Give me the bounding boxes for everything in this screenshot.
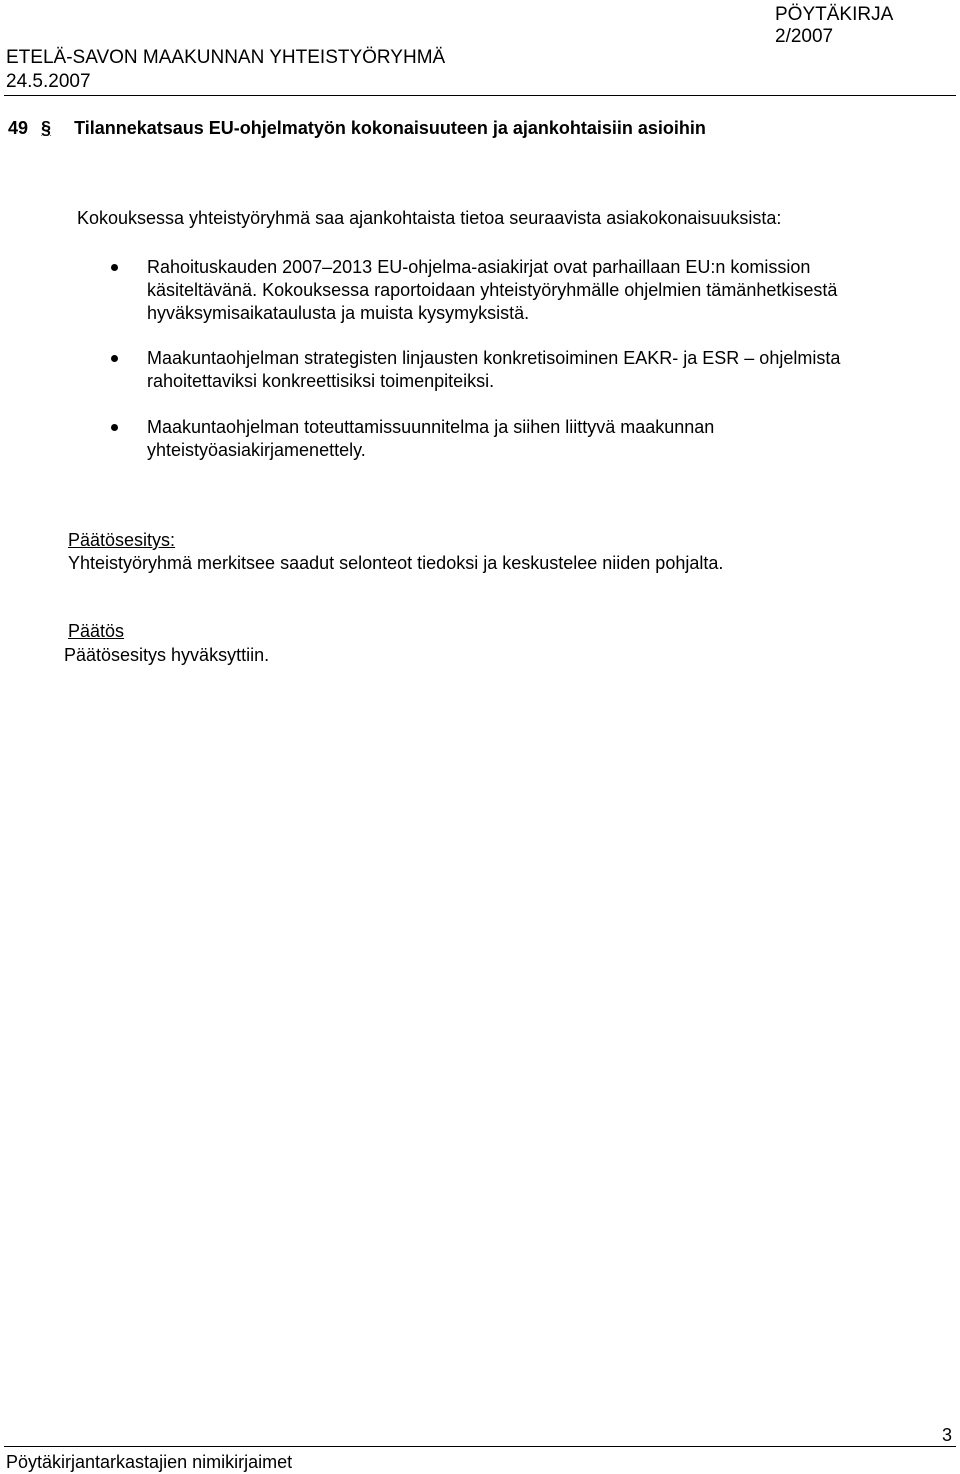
list-item-line: rahoitettaviksi konkreettisiksi toimenpiteiksi. [147,371,495,391]
list-item-line: Rahoituskauden 2007–2013 EU-ohjelma-asiakirjat ovat parhaillaan EU:n komission [147,257,811,277]
list-item-line: Maakuntaohjelman toteuttamissuunnitelma ja siihen liittyvä maakunnan [147,417,715,437]
page-number: 3 [942,1425,953,1445]
list-item-line: Maakuntaohjelman strategisten linjausten konkretisoiminen EAKR- ja ESR – ohjelmista [147,348,841,368]
bullet-icon [111,424,118,431]
document-type: PÖYTÄKIRJA [775,4,894,25]
proposal-label: Päätösesitys: [68,530,176,550]
list-item [147,256,927,325]
list-item-line: yhteistyöasiakirjamenettely. [147,440,366,460]
organization-name: ETELÄ-SAVON MAAKUNNAN YHTEISTYÖRYHMÄ [6,47,446,68]
decision-text: Päätösesitys hyväksyttiin. [64,645,270,665]
section-symbol: § [41,118,52,138]
list-item-line: hyväksymisaikataulusta ja muista kysymyksistä. [147,303,530,323]
list-item [147,347,927,393]
decision-label: Päätös [68,621,125,641]
bullet-icon [111,264,118,271]
proposal-text: Yhteistyöryhmä merkitsee saadut selonteot tiedoksi ja keskustelee niiden pohjalta. [68,553,724,573]
section-heading [8,117,706,140]
intro-paragraph: Kokouksessa yhteistyöryhmä saa ajankohtaista tietoa seuraavista asiakokonaisuuksista: [77,208,782,228]
header-rule [4,95,956,96]
list-item [147,416,927,462]
meeting-date: 24.5.2007 [6,71,91,92]
list-item-line: käsiteltävänä. Kokouksessa raportoidaan yhteistyöryhmälle ohjelmien tämänhetkisestä [147,280,838,300]
signature-label: Pöytäkirjantarkastajien nimikirjaimet [6,1452,293,1472]
bullet-icon [111,355,118,362]
document-number: 2/2007 [775,26,834,47]
section-number: 49 [8,118,29,138]
footer-rule [4,1446,956,1447]
section-title: Tilannekatsaus EU-ohjelmatyön kokonaisuuteen ja ajankohtaisiin asioihin [74,118,706,138]
